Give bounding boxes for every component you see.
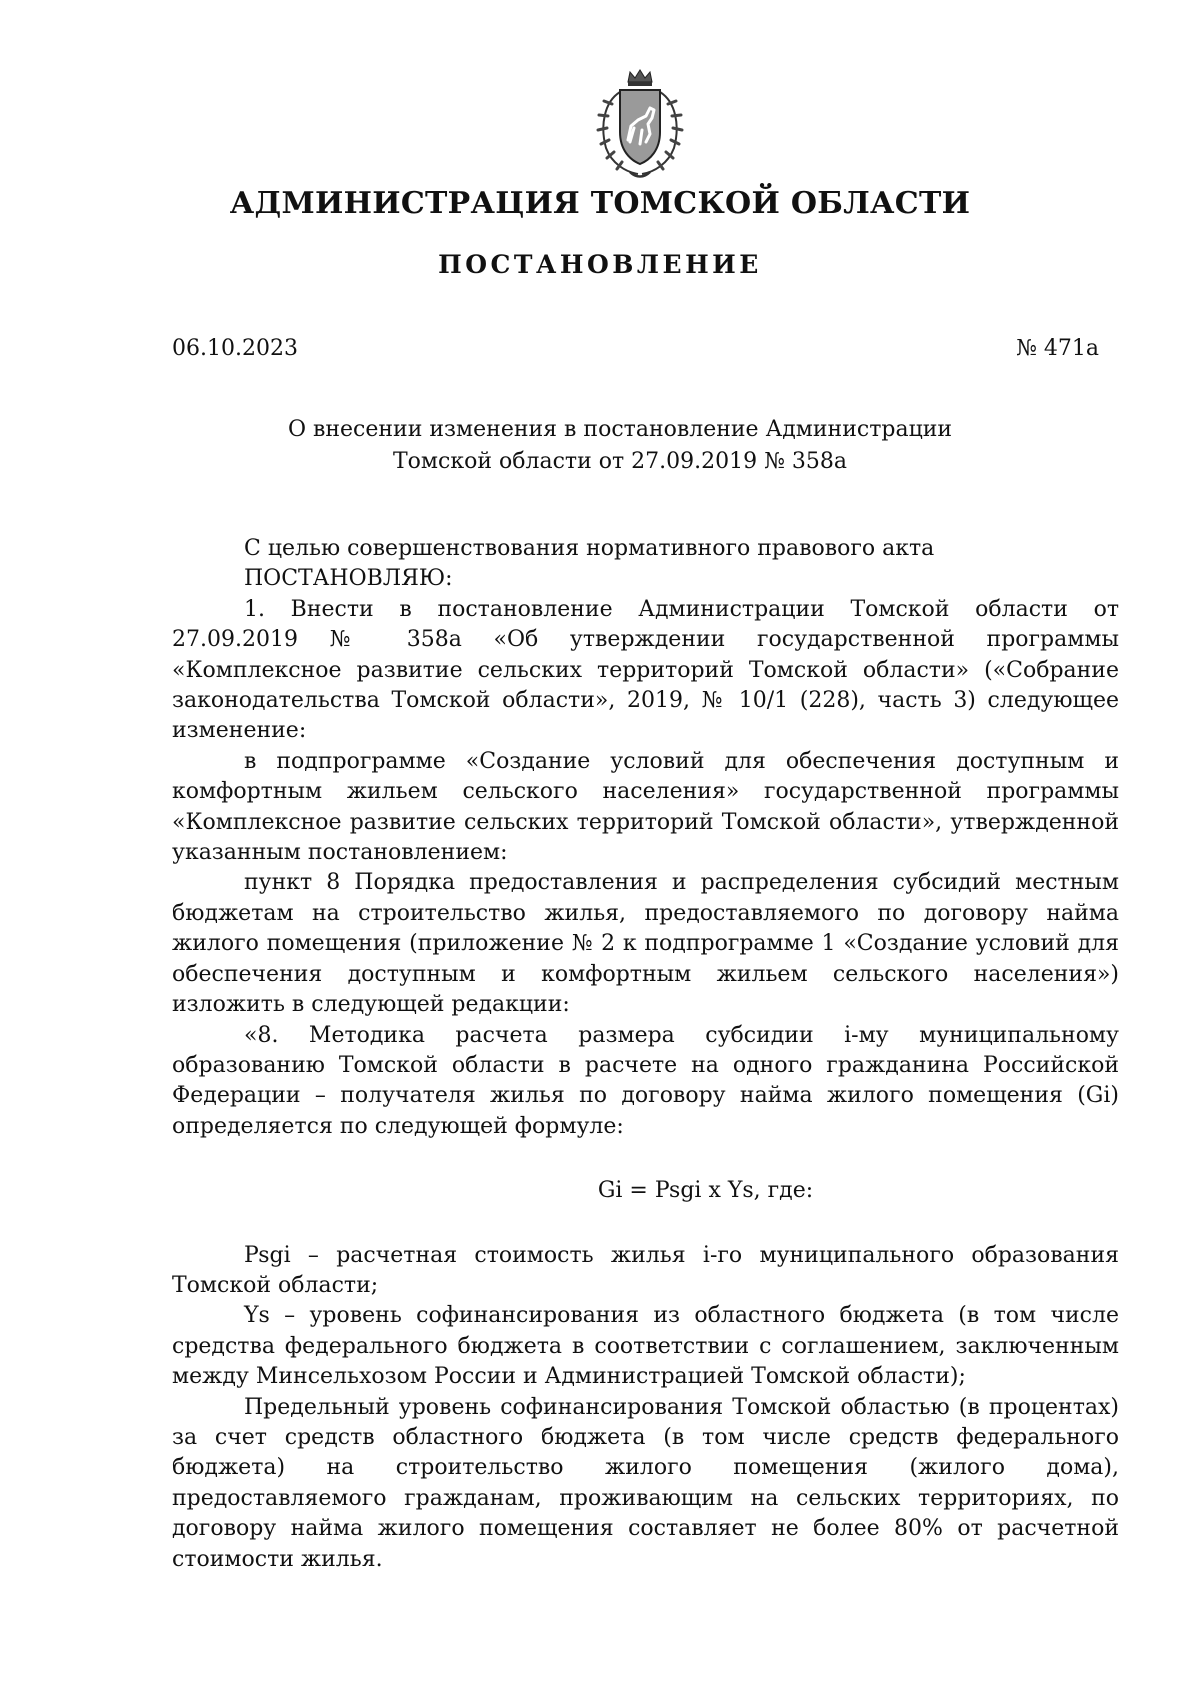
decree-word: ПОСТАНОВЛЯЮ: <box>244 566 453 592</box>
subject-line-1: О внесении изменения в постановление Администрации <box>287 417 953 442</box>
item-1-paragraph: 1. Внести в постановление Администрации Томской области от 27.09.2019 № 358а «Об утверждении государственной программы «Комплексное развитие сельских территорий Томской области» («Собрание законодательства Томской области», 2019, № 10/1 (228), часть 3) следующее изменение: <box>172 596 1119 744</box>
subprogram-paragraph: в подпрограмме «Создание условий для обеспечения доступным и комфортным жильем сельского населения» государственной программы «Комплексное развитие сельских территорий Томской области», утвержденной указанным постановлением: <box>172 748 1119 866</box>
coat-of-arms-icon <box>590 68 690 180</box>
subsidy-formula: Gi = Psgi x Ys, где: <box>597 1178 814 1204</box>
document-subject <box>200 414 1040 478</box>
methodology-paragraph: «8. Методика расчета размера субсидии i-му муниципальному образованию Томской области в расчете на одного гражданина Российской Федерации – получателя жилья по договору найма жилого помещения (Gi) определяется по следующей формуле: <box>172 1022 1119 1139</box>
document-date: 06.10.2023 <box>172 336 298 361</box>
ys-definition: Ys – уровень софинансирования из областного бюджета (в том числе средства федерального бюджета в соответствии с соглашением, заключенным между Минсельхозом России и Администрацией Томской области); <box>172 1303 1119 1390</box>
psgi-definition: Psgi – расчетная стоимость жилья i-го муниципального образования Томской области; <box>172 1242 1119 1298</box>
purpose-paragraph: С целью совершенствования нормативного правового акта <box>244 536 935 561</box>
document-type: ПОСТАНОВЛЕНИЕ <box>438 250 762 279</box>
document-number: № 471а <box>1016 336 1099 361</box>
subject-line-2: Томской области от 27.09.2019 № 358а <box>392 449 848 474</box>
point-8-paragraph: пункт 8 Порядка предоставления и распределения субсидий местным бюджетам на строительство жилья, предоставляемого по договору найма жилого помещения (приложение № 2 к подпрограмме 1 «Создание условий для обеспечения доступным и комфортным жильем сельского населения») изложить в следующей редакции: <box>172 870 1119 1018</box>
document-body <box>172 534 1119 1575</box>
organization-title: АДМИНИСТРАЦИЯ ТОМСКОЙ ОБЛАСТИ <box>229 186 971 221</box>
max-cofinancing-paragraph: Предельный уровень софинансирования Томской областью (в процентах) за счет средств областного бюджета (в том числе средств федерального бюджета) на строительство жилого помещения (жилого дома), предоставляемого гражданам, проживающим на сельских территориях, по договору найма жилого помещения составляет не более 80% от расчетной стоимости жилья. <box>172 1394 1119 1572</box>
